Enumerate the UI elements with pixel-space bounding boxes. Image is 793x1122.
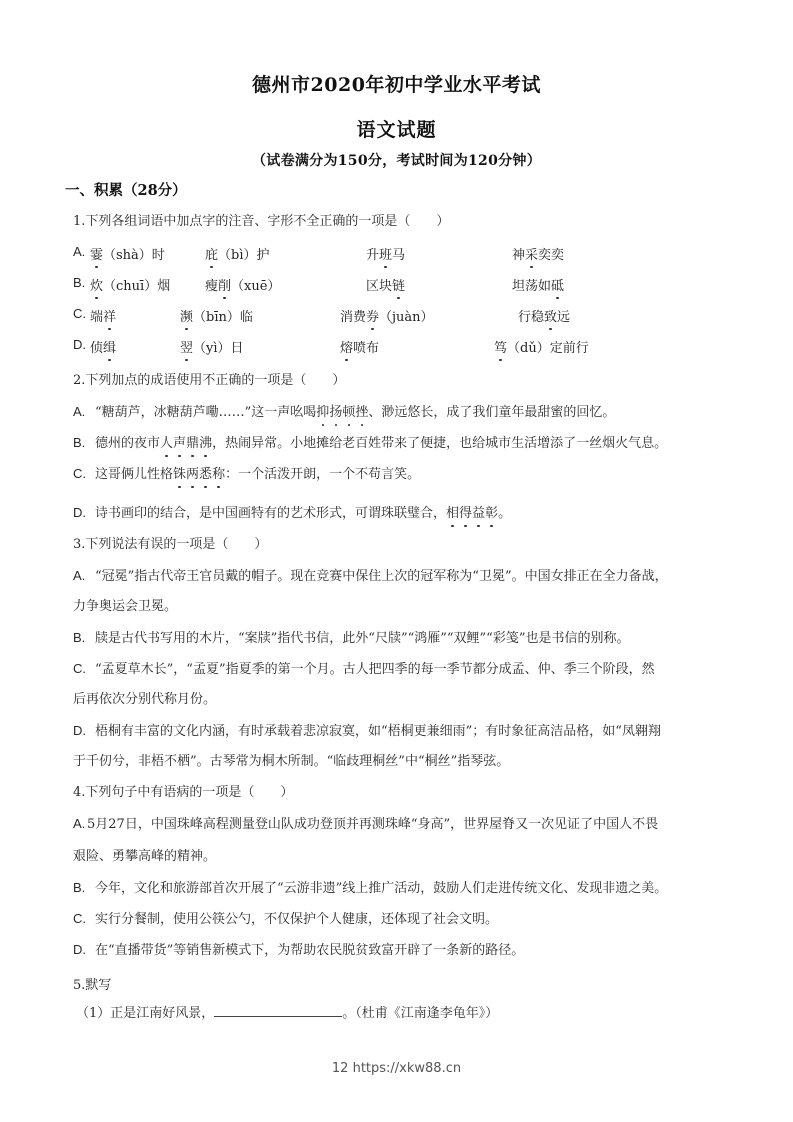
q3-option-line bbox=[73, 568, 668, 585]
emphasized-char: 削 bbox=[218, 275, 231, 294]
emphasized-char: 砥 bbox=[551, 275, 564, 294]
word-post: （juàn） bbox=[379, 310, 434, 325]
word-post: 喷布 bbox=[353, 341, 380, 356]
option-text-pre: 德州的夜市 bbox=[95, 436, 161, 451]
q1-option-word bbox=[205, 275, 280, 294]
q1-option-word bbox=[90, 275, 170, 294]
q2-option bbox=[73, 404, 615, 421]
emphasized-char: 缉 bbox=[103, 337, 116, 356]
emphasized-char: 抑 bbox=[316, 405, 330, 420]
emphasized-idiom bbox=[316, 405, 368, 420]
emphasized-char: 顿 bbox=[342, 405, 356, 420]
q5-stem: 5.默写 bbox=[73, 978, 112, 993]
option-label: C. bbox=[73, 911, 86, 926]
emphasized-char: 鼎 bbox=[186, 436, 200, 451]
option-text-pre: 这哥俩儿性格 bbox=[95, 467, 174, 482]
q3-option-line bbox=[73, 754, 509, 770]
q1-option-word bbox=[512, 275, 564, 294]
q4-option-line bbox=[73, 849, 216, 865]
q1-option-word bbox=[90, 306, 116, 325]
q3-stem: 3.下列说法有误的一项是（ ） bbox=[73, 537, 268, 552]
option-text: “孟夏草木长”，“孟夏”指夏季的第一个月。古人把四季的每一季节都分成孟、仲、季三个阶段，然 bbox=[95, 662, 655, 677]
word-pre: 坦荡如 bbox=[512, 279, 552, 294]
section-title: 一、积累（28分） bbox=[65, 182, 187, 199]
word-pre: 行稳 bbox=[518, 310, 545, 325]
emphasized-char: 祥 bbox=[103, 306, 116, 325]
word-post: （bīn）临 bbox=[193, 310, 253, 325]
option-text: 今年，文化和旅游部首次开展了“云游非遗”线上推广活动，鼓励人们走进传统文化、发现非遗之美。 bbox=[95, 881, 668, 896]
option-label: D. bbox=[73, 942, 86, 957]
option-text: 梧桐有丰富的文化内涵，有时承载着悲凉寂寞，如“梧桐更兼细雨”；有时象征高洁品格，如“凤翱翔 bbox=[95, 724, 661, 739]
word-pre: 区块 bbox=[366, 279, 393, 294]
option-text-pre: “糖葫芦，冰糖葫芦嘞……”这一声吆喝 bbox=[95, 405, 317, 420]
word-pre: 侦 bbox=[90, 341, 104, 356]
option-label: A. bbox=[73, 404, 86, 419]
emphasized-char: 致 bbox=[544, 306, 557, 325]
option-text: 5月27日，中国珠峰高程测量登山队成功登顶并再测珠峰“身高”，世界屋脊又一次见证了中国人不畏 bbox=[87, 817, 659, 832]
word-pre: 瘦 bbox=[205, 279, 219, 294]
word-pre: 端 bbox=[90, 310, 104, 325]
q1-option-word bbox=[366, 244, 405, 263]
q3-option-line bbox=[73, 661, 655, 678]
option-text-post: 、渺远悠长，成了我们童年最甜蜜的回忆。 bbox=[368, 405, 616, 420]
emphasized-char: 庇 bbox=[205, 244, 218, 263]
emphasized-char: 链 bbox=[392, 275, 405, 294]
emphasized-char: 采 bbox=[525, 244, 538, 263]
q1-option-word bbox=[180, 337, 244, 356]
emphasized-char: 彰 bbox=[485, 506, 499, 521]
q3-option-line bbox=[73, 630, 629, 647]
emphasized-char: 班 bbox=[379, 244, 392, 263]
emphasized-char: 两 bbox=[186, 467, 200, 482]
emphasized-char: 声 bbox=[173, 436, 187, 451]
q3-option-line bbox=[73, 599, 177, 615]
option-label: D. bbox=[73, 723, 86, 738]
option-label: C. bbox=[73, 466, 86, 481]
q5-item-pre: （1）正是江南好风景， bbox=[76, 1006, 215, 1021]
emphasized-char: 笃 bbox=[494, 337, 507, 356]
q3-option-line bbox=[73, 723, 661, 740]
option-text: 在“直播带货”等销售新模式下，为帮助农民脱贫致富开辟了一条新的路径。 bbox=[95, 943, 525, 958]
option-text: 牍是古代书写用的木片，“案牍”指代书信，此外“尺牍”“鸿雁”“双鲤”“彩笺”也是书信的别称。 bbox=[95, 631, 630, 646]
option-label: B. bbox=[73, 435, 86, 450]
q4-option-line bbox=[73, 942, 524, 959]
emphasized-char: 称 bbox=[212, 467, 226, 482]
emphasized-char: 券 bbox=[366, 306, 379, 325]
q1-option-word bbox=[340, 306, 434, 325]
q1-option-word bbox=[205, 244, 270, 263]
word-pre: 消费 bbox=[340, 310, 367, 325]
option-text-post: ，热闹异常。小地摊给老百姓带来了便捷，也给城市生活增添了一丝烟火气息。 bbox=[212, 436, 668, 451]
option-text: 于千仞兮，非梧不栖”。古琴常为桐木所制。“临歧理桐丝”中“桐丝”指琴弦。 bbox=[73, 754, 510, 769]
emphasized-char: 翌 bbox=[180, 337, 193, 356]
option-text: 实行分餐制，使用公筷公勺，不仅保护个人健康，还体现了社会文明。 bbox=[95, 912, 499, 927]
page-footer: 12 https://xkw88.cn bbox=[331, 1061, 462, 1076]
q4-option-line bbox=[73, 816, 658, 833]
emphasized-idiom bbox=[160, 436, 212, 451]
q5-item-1 bbox=[76, 1004, 498, 1022]
emphasized-char: 得 bbox=[459, 506, 473, 521]
option-label: A. bbox=[73, 816, 86, 831]
word-post: （shà）时 bbox=[103, 248, 165, 263]
option-text: “冠冕”指古代帝王官员戴的帽子。现在竞赛中保住上次的冠军称为“卫冕”。中国女排正在全力备战， bbox=[95, 569, 668, 584]
word-post: （dǔ）定前行 bbox=[507, 341, 589, 356]
emphasized-idiom bbox=[446, 506, 498, 521]
exam-title: 德州市2020年初中学业水平考试 bbox=[252, 74, 541, 96]
q2-option bbox=[73, 505, 511, 522]
q1-option-word bbox=[518, 306, 570, 325]
emphasized-char: 熔 bbox=[340, 337, 353, 356]
q1-option-word bbox=[366, 275, 405, 294]
q2-option bbox=[73, 435, 667, 452]
option-label: A. bbox=[73, 568, 86, 583]
q1-option-word bbox=[90, 337, 116, 356]
q5-item-post: 。（杜甫《江南逢李龟年》） bbox=[342, 1006, 499, 1021]
emphasized-char: 扬 bbox=[329, 405, 343, 420]
emphasized-char: 炊 bbox=[90, 275, 103, 294]
option-text-post: ：一个活泼开朗，一个不苟言笑。 bbox=[225, 467, 421, 482]
q4-option-line bbox=[73, 880, 667, 897]
option-label: C. bbox=[73, 661, 86, 676]
q2-stem: 2.下列加点的成语使用不正确的一项是（ ） bbox=[73, 373, 346, 388]
q1-option-word bbox=[90, 244, 165, 263]
emphasized-char: 悉 bbox=[199, 467, 213, 482]
option-text-post: 。 bbox=[498, 506, 512, 521]
q3-option-line bbox=[73, 692, 216, 708]
word-pre: 升 bbox=[366, 248, 380, 263]
option-text: 后再依次分别代称月份。 bbox=[73, 692, 217, 707]
word-post: 远 bbox=[557, 310, 571, 325]
option-text: 力争奥运会卫冕。 bbox=[73, 599, 178, 614]
exam-note: （试卷满分为150分，考试时间为120分钟） bbox=[251, 153, 542, 169]
emphasized-char: 铢 bbox=[173, 467, 187, 482]
emphasized-char: 霎 bbox=[90, 244, 103, 263]
q1-option-word bbox=[494, 337, 589, 356]
option-label: B. bbox=[73, 630, 86, 645]
word-post: 奕奕 bbox=[538, 248, 565, 263]
emphasized-char: 沸 bbox=[199, 436, 213, 451]
q1-stem: 1.下列各组词语中加点字的注音、字形不全正确的一项是（ ） bbox=[73, 214, 450, 229]
word-post: （xuē） bbox=[231, 279, 281, 294]
word-post: 马 bbox=[392, 248, 406, 263]
q2-option bbox=[73, 466, 420, 483]
q1-option-label: B. bbox=[73, 275, 86, 290]
q1-option-word bbox=[340, 337, 379, 356]
option-label: D. bbox=[73, 505, 86, 520]
q1-option-label: D. bbox=[73, 337, 86, 352]
q1-option-word bbox=[512, 244, 564, 263]
option-label: B. bbox=[73, 880, 86, 895]
emphasized-char: 挫 bbox=[355, 405, 369, 420]
q1-option-label: A. bbox=[73, 244, 86, 259]
emphasized-char: 相 bbox=[446, 506, 460, 521]
option-text-pre: 诗书画印的结合，是中国画特有的艺术形式，可谓珠联璧合， bbox=[95, 506, 447, 521]
q1-option-word bbox=[180, 306, 253, 325]
emphasized-idiom bbox=[173, 467, 225, 482]
word-post: （yì）日 bbox=[193, 341, 244, 356]
word-post: （bì）护 bbox=[218, 248, 270, 263]
word-pre: 神 bbox=[512, 248, 526, 263]
answer-blank[interactable] bbox=[214, 1004, 342, 1017]
q1-option-label: C. bbox=[73, 306, 86, 321]
q4-stem: 4.下列句子中有语病的一项是（ ） bbox=[73, 785, 294, 800]
word-post: （chuī）烟 bbox=[103, 279, 171, 294]
option-text: 艰险、勇攀高峰的精神。 bbox=[73, 849, 217, 864]
exam-subtitle: 语文试题 bbox=[356, 119, 437, 141]
q4-option-line bbox=[73, 911, 498, 928]
emphasized-char: 濒 bbox=[180, 306, 193, 325]
emphasized-char: 人 bbox=[160, 436, 174, 451]
emphasized-char: 益 bbox=[472, 506, 486, 521]
